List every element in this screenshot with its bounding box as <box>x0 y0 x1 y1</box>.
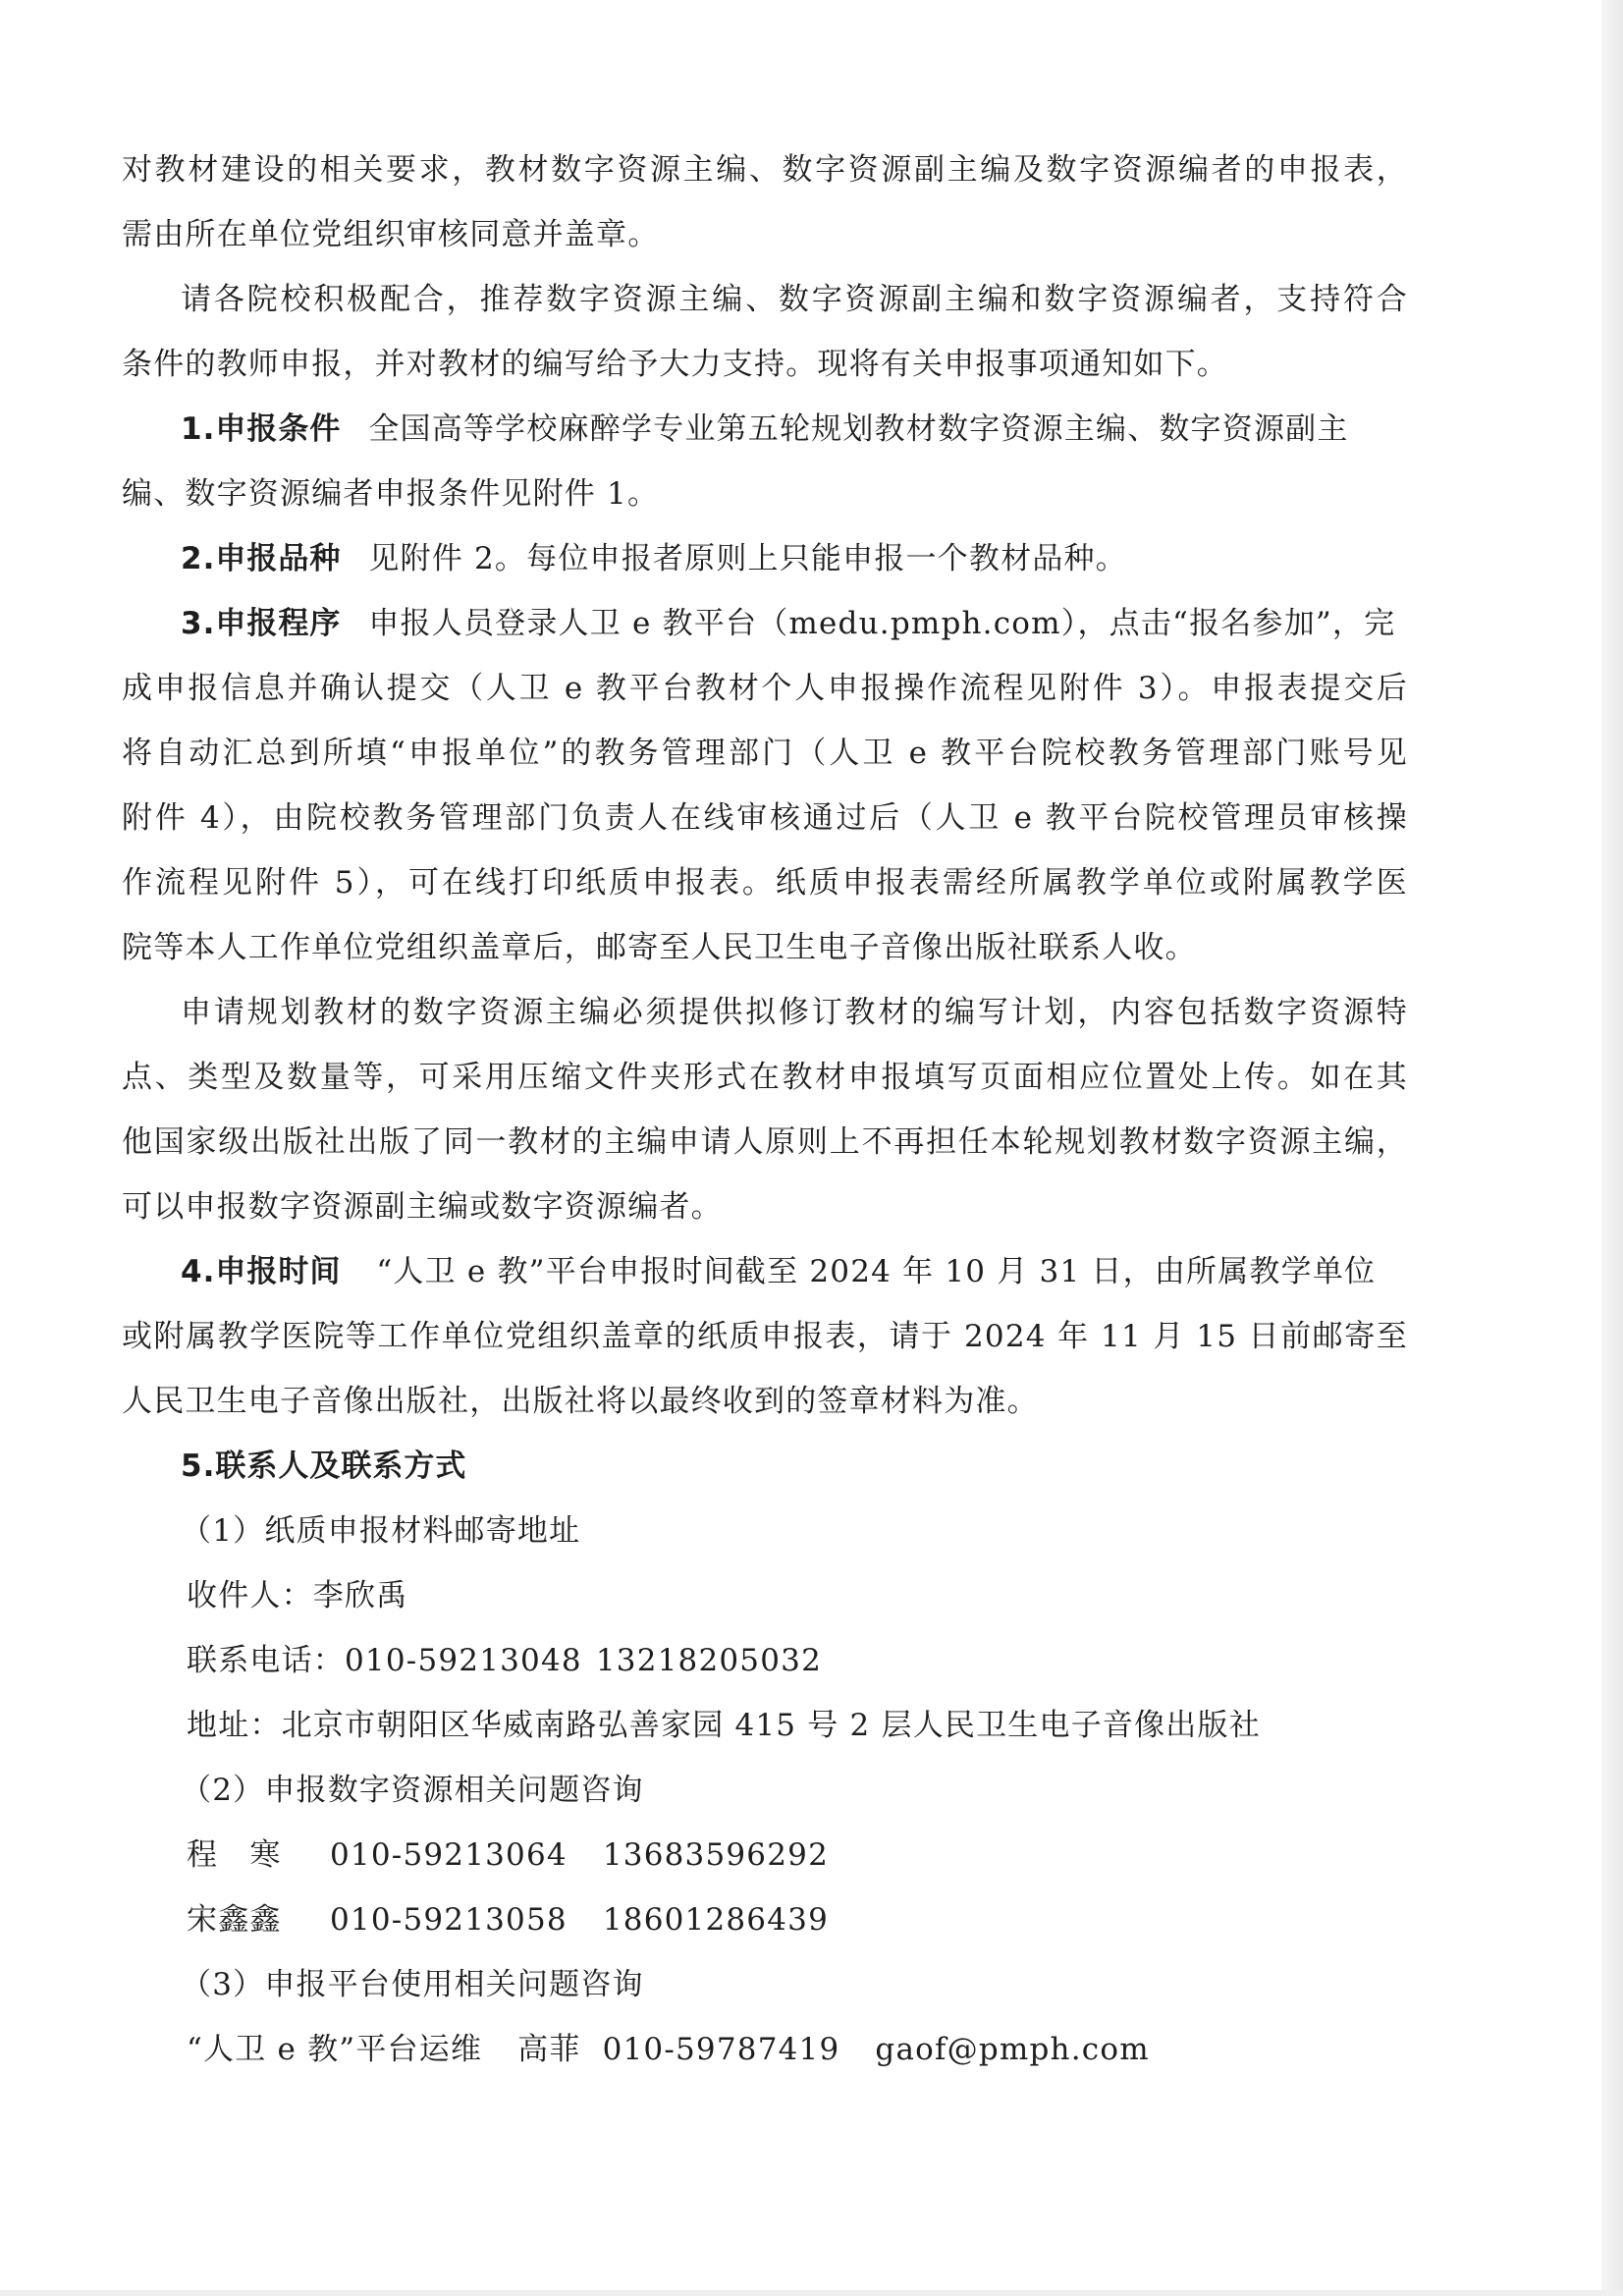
digital-subheading: （2）申报数字资源相关问题咨询 <box>181 1773 644 1808</box>
item-4-heading: 4.申报时间 <box>181 1254 342 1289</box>
item-5-heading: 5.联系人及联系方式 <box>181 1449 467 1484</box>
item-1-line-1 <box>122 397 1408 462</box>
digital-contact-phone: 010-59213058 <box>330 1902 568 1938</box>
paragraph-3-line-2: 点、类型及数量等，可采用压缩文件夹形式在教材申报填写页面相应位置处上传。如在其 <box>122 1060 1408 1095</box>
item-3-line-4: 附件 4），由院校教务管理部门负责人在线审核通过后（人卫 e 教平台院校管理员审核操 <box>122 800 1408 836</box>
paragraph-3-line-4: 可以申报数字资源副主编或数字资源编者。 <box>122 1189 723 1225</box>
digital-contact-row <box>122 1887 1408 1952</box>
digital-contact-phone: 010-59213064 <box>330 1837 568 1873</box>
item-3-text-1: 申报人员登录人卫 e 教平台（medu.pmph.com），点击“报名参加”，完 <box>368 606 1396 641</box>
platform-contact-name: 高菲 <box>517 2032 581 2067</box>
paragraph-3-line-1: 申请规划教材的数字资源主编必须提供拟修订教材的编写计划，内容包括数字资源特 <box>181 995 1408 1030</box>
mail-phone-2: 13218205032 <box>595 1643 822 1678</box>
platform-contact-phone: 010-59787419 <box>602 2032 840 2067</box>
scan-right-edge <box>1601 0 1623 2296</box>
item-4-text-1: “人卫 e 教”平台申报时间截至 2024 年 10 月 31 日，由所属教学单位 <box>376 1254 1377 1289</box>
platform-label: “人卫 e 教”平台运维 <box>187 2032 483 2067</box>
digital-contact-name: 宋鑫鑫 <box>187 1902 282 1938</box>
item-4-line-3: 人民卫生电子音像出版社，出版社将以最终收到的签章材料为准。 <box>122 1384 1039 1419</box>
mail-phone-line <box>122 1628 1408 1693</box>
mail-address: 地址：北京市朝阳区华威南路弘善家园 415 号 2 层人民卫生电子音像出版社 <box>187 1708 1261 1743</box>
digital-contact-name: 程 寒 <box>187 1837 282 1873</box>
item-2-line <box>122 526 1408 591</box>
platform-contact-email: gaof@pmph.com <box>875 2032 1150 2067</box>
mail-subheading: （1）纸质申报材料邮寄地址 <box>181 1513 581 1549</box>
paragraph-2-line-2: 条件的教师申报，并对教材的编写给予大力支持。现将有关申报事项通知如下。 <box>122 347 1228 382</box>
document-body <box>122 137 1408 2082</box>
item-1-line-2: 编、数字资源编者申报条件见附件 1。 <box>122 476 660 512</box>
platform-subheading: （3）申报平台使用相关问题咨询 <box>181 1967 644 2002</box>
mail-recipient: 收件人：李欣禹 <box>187 1578 408 1613</box>
item-2-heading: 2.申报品种 <box>181 541 342 576</box>
paragraph-2-line-1: 请各院校积极配合，推荐数字资源主编、数字资源副主编和数字资源编者，支持符合 <box>181 282 1408 317</box>
platform-contact-row <box>122 2017 1408 2082</box>
item-1-text-1: 全国高等学校麻醉学专业第五轮规划教材数字资源主编、数字资源副主 <box>368 411 1349 447</box>
item-3-heading: 3.申报程序 <box>181 606 342 641</box>
mail-phone-1: 010-59213048 <box>345 1643 582 1678</box>
item-2-text: 见附件 2。每位申报者原则上只能申报一个教材品种。 <box>368 541 1127 576</box>
item-3-line-6: 院等本人工作单位党组织盖章后，邮寄至人民卫生电子音像出版社联系人收。 <box>122 930 1197 965</box>
paragraph-1-line-2: 需由所在单位党组织审核同意并盖章。 <box>122 217 660 252</box>
item-3-line-5: 作流程见附件 5），可在线打印纸质申报表。纸质申报表需经所属教学单位或附属教学医 <box>122 865 1408 901</box>
item-4-line-1 <box>122 1239 1408 1304</box>
paragraph-1-line-1: 对教材建设的相关要求，教材数字资源主编、数字资源副主编及数字资源编者的申报表， <box>122 152 1408 188</box>
item-4-line-2: 或附属教学医院等工作单位党组织盖章的纸质申报表，请于 2024 年 11 月 15 日前邮寄至 <box>122 1319 1408 1354</box>
digital-contact-mobile: 18601286439 <box>602 1902 829 1938</box>
digital-contact-mobile: 13683596292 <box>602 1837 829 1873</box>
item-3-line-1 <box>122 591 1408 656</box>
scan-bottom-edge <box>0 2290 1623 2296</box>
digital-contact-row <box>122 1823 1408 1887</box>
item-3-line-2: 成申报信息并确认提交（人卫 e 教平台教材个人申报操作流程见附件 3）。申报表提交后 <box>122 671 1408 706</box>
mail-phone-label: 联系电话： <box>187 1643 345 1678</box>
item-1-heading: 1.申报条件 <box>181 411 342 447</box>
item-3-line-3: 将自动汇总到所填“申报单位”的教务管理部门（人卫 e 教平台院校教务管理部门账号见 <box>122 736 1408 771</box>
paragraph-3-line-3: 他国家级出版社出版了同一教材的主编申请人原则上不再担任本轮规划教材数字资源主编， <box>122 1124 1408 1160</box>
